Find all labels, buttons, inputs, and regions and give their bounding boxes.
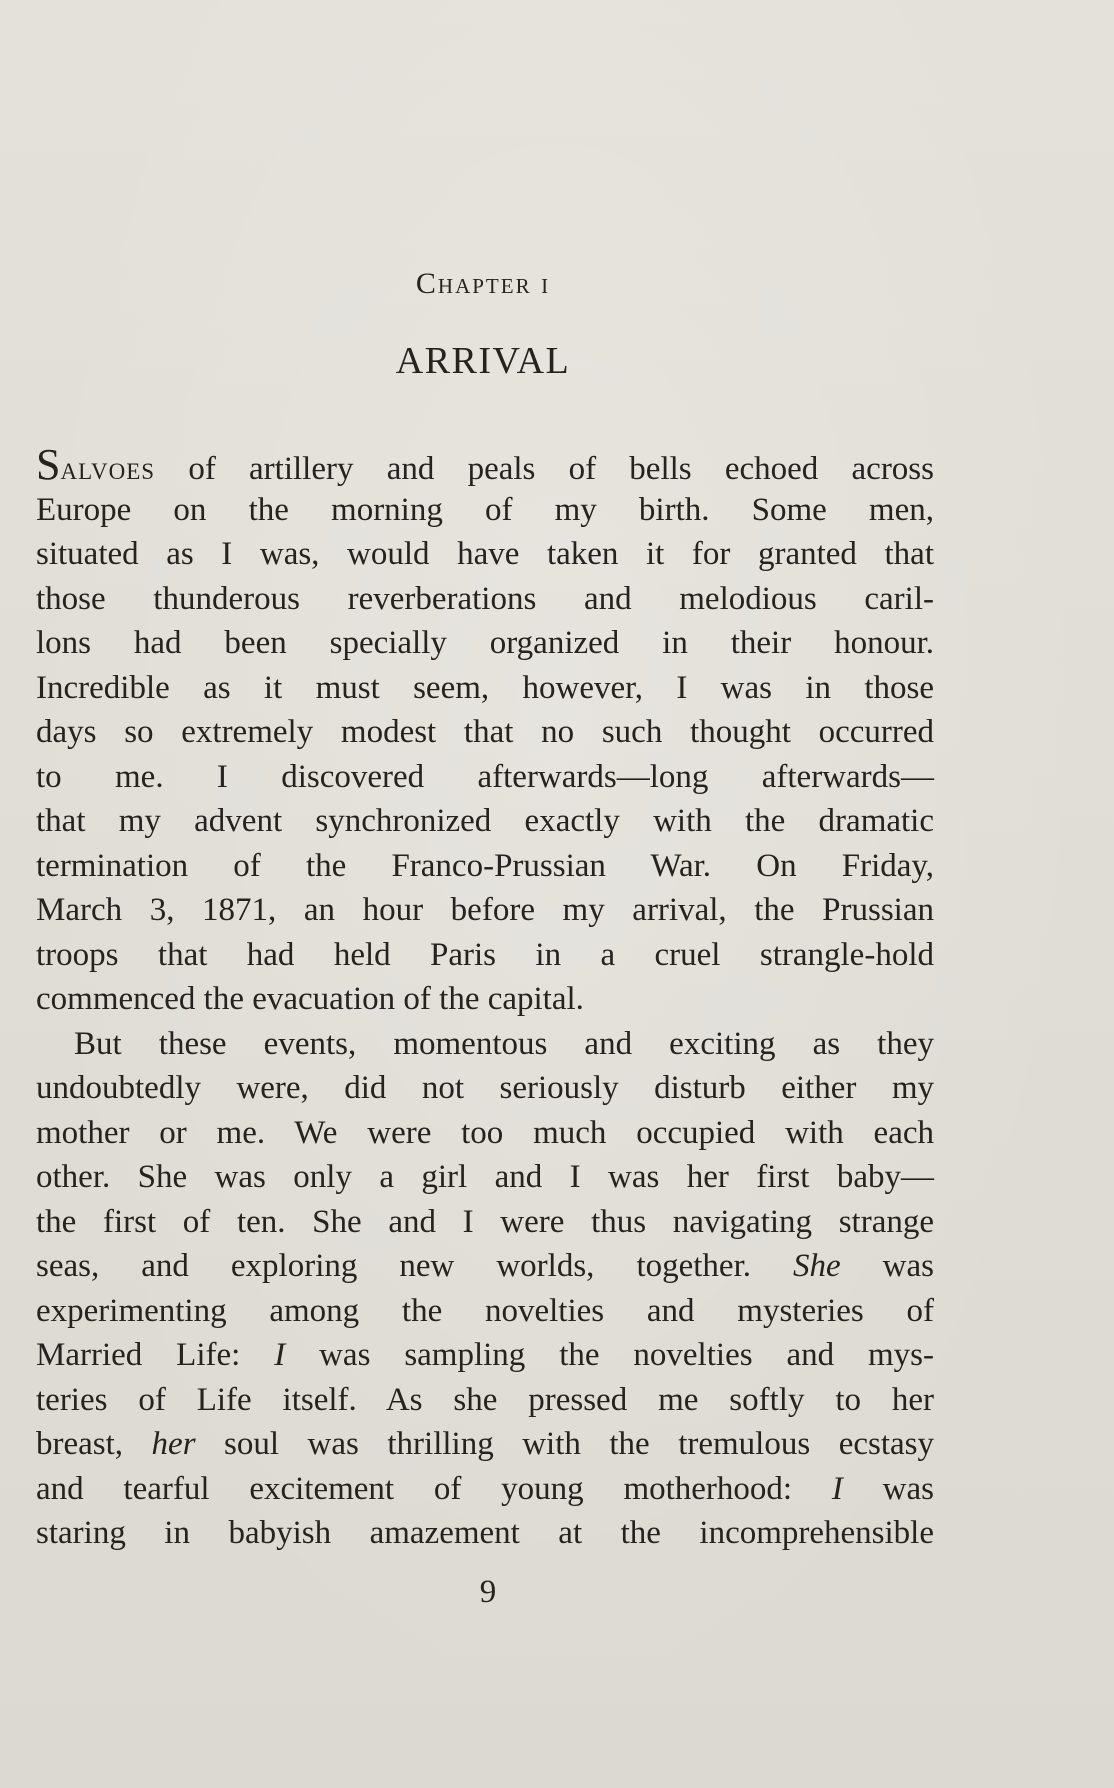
text-line: troops that had held Paris in a cruel strangle-hold	[36, 936, 934, 973]
drop-cap: S	[36, 440, 61, 489]
italic-word: She	[793, 1248, 841, 1284]
text-line	[36, 1422, 934, 1467]
line-text: was sampling the novelties and mys-	[285, 1337, 934, 1373]
page-number: 9	[479, 1574, 497, 1610]
text-line: days so extremely modest that no such thought occurred	[36, 714, 934, 750]
chapter-label: Chapter i	[415, 267, 551, 300]
small-caps-word: alvoes	[60, 451, 156, 487]
text-line: commenced the evacuation of the capital.	[36, 981, 584, 1017]
text-line: staring in babyish amazement at the incomprehensible	[36, 1515, 934, 1551]
text-line	[36, 1467, 934, 1512]
text-line: But these events, momentous and exciting as they	[74, 1025, 934, 1062]
text-line: other. She was only a girl and I was her first baby—	[36, 1159, 934, 1195]
text-line: undoubtedly were, did not seriously disturb either my	[36, 1070, 934, 1106]
line-text: was	[840, 1248, 934, 1284]
line-text: breast,	[36, 1426, 152, 1462]
line-text: soul was thrilling with the tremulous ecstasy	[195, 1426, 934, 1462]
italic-word: her	[151, 1426, 196, 1462]
line-text: and tearful excitement of young motherhood:	[36, 1470, 832, 1507]
text-line: the first of ten. She and I were thus navigating strange	[36, 1203, 934, 1240]
body-text	[36, 440, 934, 1556]
text-line: March 3, 1871, an hour before my arrival, the Prussian	[36, 892, 934, 928]
text-line: termination of the Franco-Prussian War. On Friday,	[36, 847, 934, 884]
text-line: experimenting among the novelties and mysteries of	[36, 1292, 934, 1329]
line-text: seas, and exploring new worlds, together.	[36, 1248, 793, 1284]
text-line: situated as I was, would have taken it for granted that	[36, 536, 934, 572]
line-text: was	[842, 1470, 934, 1507]
text-line: to me. I discovered afterwards—long afterwards—	[36, 758, 934, 795]
text-line: lons had been specially organized in their honour.	[36, 625, 934, 661]
text-line	[36, 1244, 934, 1289]
text-line	[36, 440, 934, 489]
line-text: Married Life:	[36, 1337, 275, 1373]
chapter-title: ARRIVAL	[395, 340, 571, 382]
text-line: Incredible as it must seem, however, I was in those	[36, 669, 934, 706]
text-line: those thunderous reverberations and melodious caril-	[36, 580, 934, 617]
text-line: mother or me. We were too much occupied with each	[36, 1114, 934, 1151]
text-line: Europe on the morning of my birth. Some men,	[36, 491, 934, 528]
italic-word: I	[831, 1470, 843, 1507]
italic-word: I	[274, 1337, 286, 1373]
line-text: of artillery and peals of bells echoed across	[155, 451, 934, 487]
text-line: that my advent synchronized exactly with the dramatic	[36, 803, 934, 839]
text-line: teries of Life itself. As she pressed me softly to her	[36, 1381, 934, 1418]
text-line	[36, 1333, 934, 1378]
